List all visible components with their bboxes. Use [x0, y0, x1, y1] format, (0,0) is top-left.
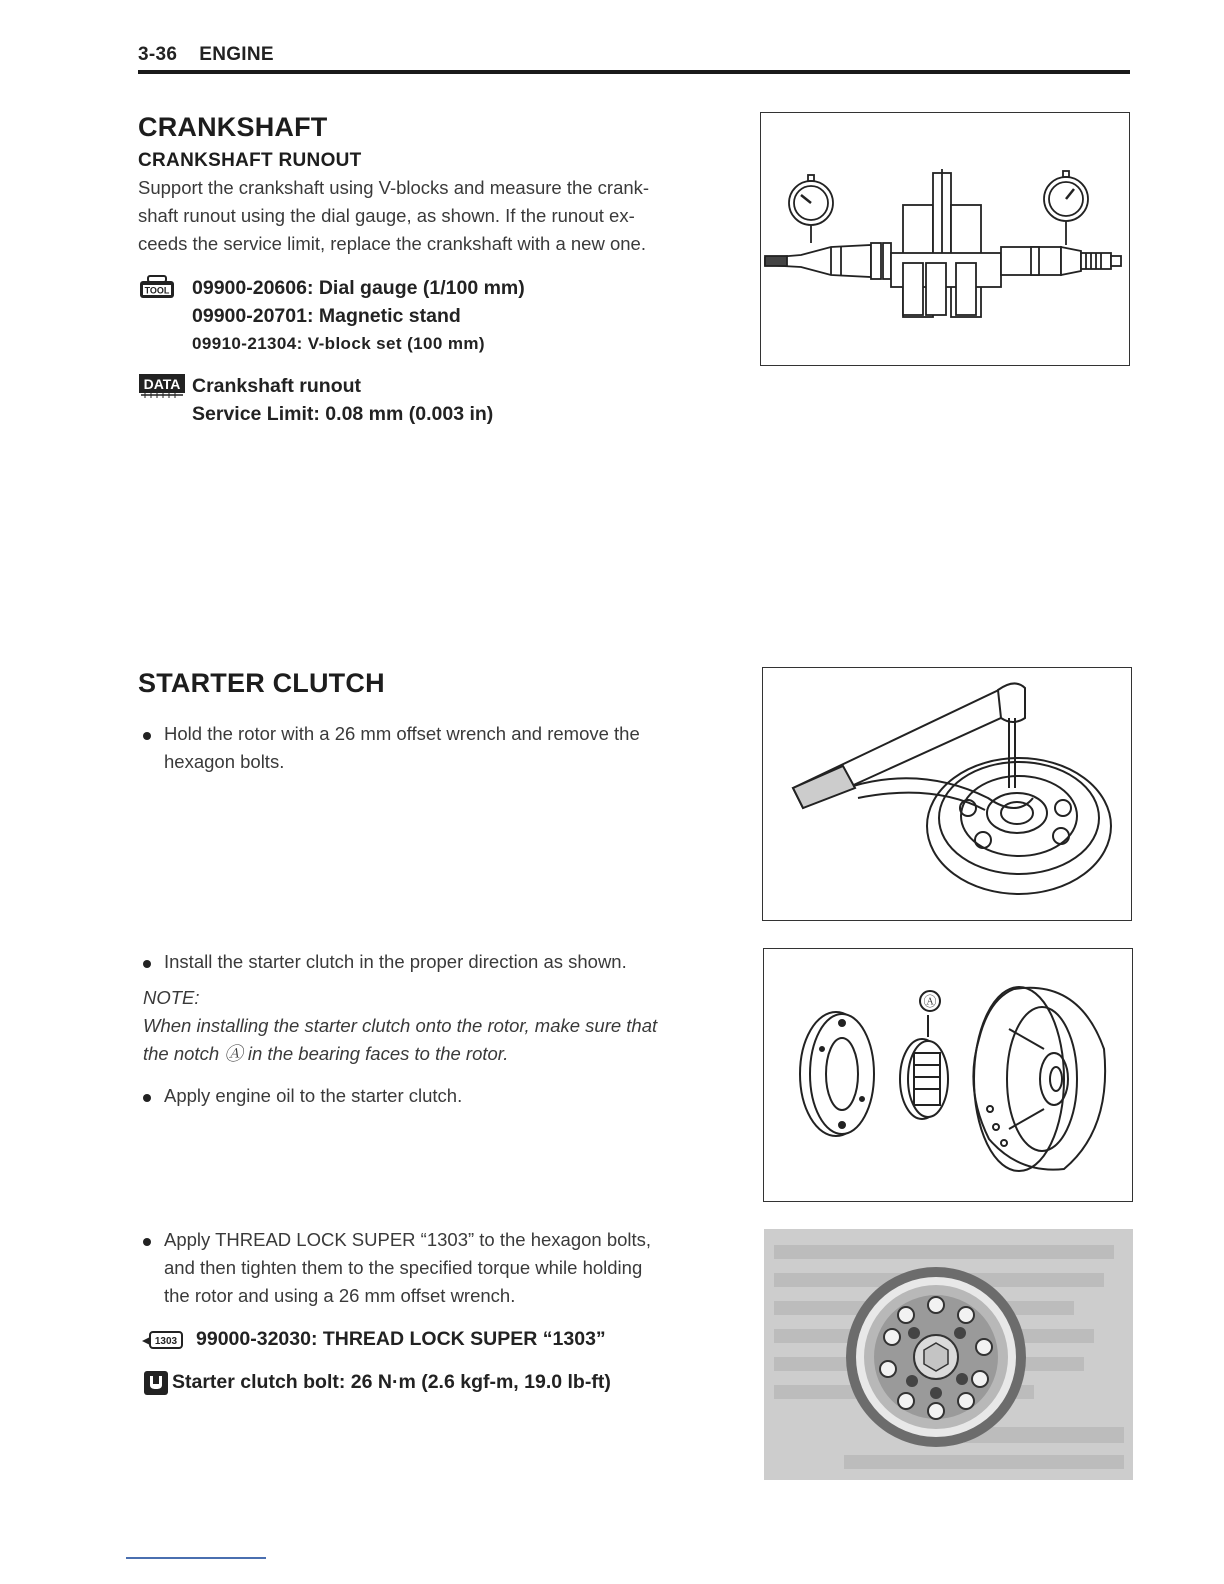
step-install-clutch: Install the starter clutch in the proper direction as shown.: [164, 951, 627, 972]
starter-clutch-figure: [763, 948, 1133, 1202]
step-hold-rotor: [164, 720, 744, 776]
crankshaft-runout-subheading: CRANKSHAFT RUNOUT: [138, 150, 362, 171]
rotor-wrench-figure: [762, 667, 1132, 921]
page-number: 3-36: [138, 44, 178, 65]
description-line: Support the crankshaft using V-blocks and measure the crank-: [138, 177, 650, 198]
tool-item: 09900-20606: Dial gauge (1/100 mm): [192, 277, 525, 299]
crankshaft-runout-figure: [760, 112, 1130, 366]
page-header: [138, 44, 274, 66]
thread-lock-icon-label: 1303: [154, 1336, 178, 1347]
bullet: [143, 1238, 151, 1246]
footer-rule: [126, 1557, 266, 1559]
rotor-bolts-photo: [764, 1229, 1133, 1480]
note-line: the notch Ⓐ in the bearing faces to the rotor.: [143, 1043, 509, 1064]
tool-list: [192, 274, 525, 358]
runout-spec: [192, 372, 493, 428]
description-line: shaft runout using the dial gauge, as shown. If the runout ex-: [138, 205, 635, 226]
torque-spec: Starter clutch bolt: 26 N·m (2.6 kgf-m, 19.0 lb-ft): [172, 1371, 611, 1393]
thread-lock-spec: 99000-32030: THREAD LOCK SUPER “1303”: [196, 1328, 606, 1350]
section-title: ENGINE: [199, 44, 274, 65]
step-thread-lock: [164, 1226, 744, 1310]
data-icon-label: DATA: [143, 376, 181, 392]
step-line: Hold the rotor with a 26 mm offset wrench and remove the: [164, 723, 640, 744]
note-line: When installing the starter clutch onto the rotor, make sure that: [143, 1015, 658, 1036]
tool-item: 09910-21304: V-block set (100 mm): [192, 334, 485, 353]
tool-icon: [139, 275, 175, 299]
runout-spec-title: Crankshaft runout: [192, 375, 362, 397]
step-line: hexagon bolts.: [164, 751, 285, 772]
crankshaft-description: [138, 174, 738, 258]
step-line: Apply THREAD LOCK SUPER “1303” to the hexagon bolts,: [164, 1229, 652, 1250]
header-rule: [138, 70, 1130, 74]
bullet: [143, 1094, 151, 1102]
notch-label: Ⓐ: [923, 994, 937, 1009]
tool-item: 09900-20701: Magnetic stand: [192, 305, 461, 327]
step-line: the rotor and using a 26 mm offset wrench.: [164, 1285, 516, 1306]
step-line: and then tighten them to the specified torque while holding: [164, 1257, 643, 1278]
data-icon: [139, 374, 185, 398]
thread-lock-icon: [140, 1328, 184, 1350]
tool-icon-label: TOOL: [144, 285, 170, 296]
description-line: ceeds the service limit, replace the crankshaft with a new one.: [138, 233, 646, 254]
note-label: NOTE:: [143, 987, 200, 1008]
runout-service-limit: Service Limit: 0.08 mm (0.003 in): [192, 403, 494, 425]
starter-clutch-heading: STARTER CLUTCH: [138, 668, 385, 698]
crankshaft-heading: CRANKSHAFT: [138, 112, 328, 142]
step-apply-oil: Apply engine oil to the starter clutch.: [164, 1085, 463, 1106]
torque-wrench-icon: [143, 1370, 169, 1396]
bullet: [143, 960, 151, 968]
note-block: [143, 984, 743, 1068]
bullet: [143, 732, 151, 740]
